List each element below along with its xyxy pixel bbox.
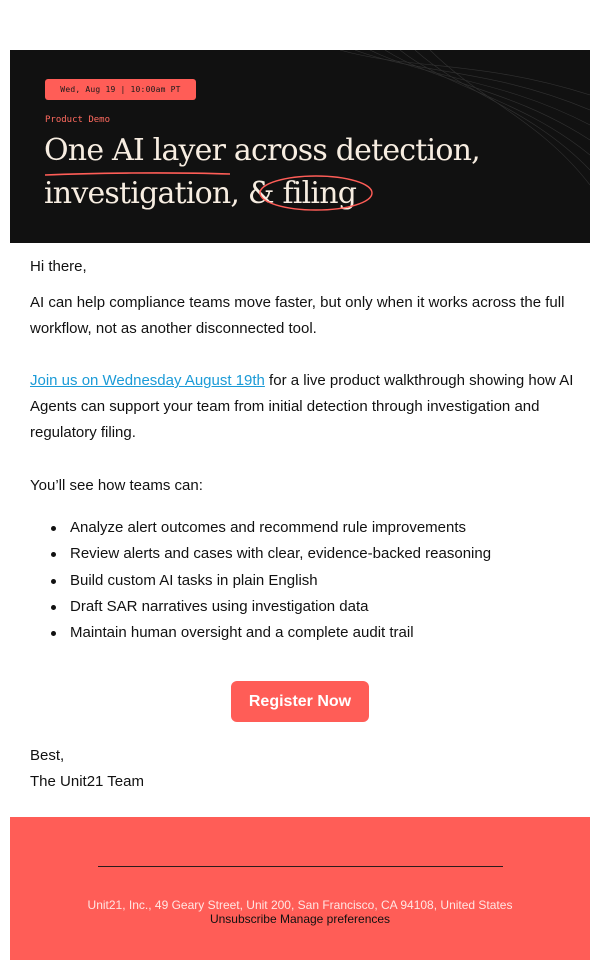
list-item: Maintain human oversight and a complete audit trail — [30, 620, 575, 646]
intro-paragraph: AI can help compliance teams move faster, but only when it works across the full workflow, not as another disconnected tool. — [30, 294, 565, 337]
eyebrow-label: Product Demo — [45, 115, 111, 125]
unsubscribe-link[interactable]: Unsubscribe — [209, 912, 277, 926]
headline-line-1: One AI layer across detection, — [44, 133, 480, 168]
join-paragraph-text: for a live product walkthrough showing how AI Agents can support your team from initial detection through investigation and regulatory filing. — [30, 372, 574, 441]
footer-address: Unit21, Inc., 49 Geary Street, Unit 200, San Francisco, CA 94108, United States — [87, 898, 513, 912]
register-now-button[interactable]: Register Now — [231, 681, 369, 722]
footer-links — [10, 912, 590, 926]
list-item: Build custom AI tasks in plain English — [30, 568, 575, 594]
feature-list — [30, 515, 575, 646]
lead-in: You’ll see how teams can: — [30, 477, 203, 494]
signature: The Unit21 Team — [30, 773, 144, 790]
list-item: Review alerts and cases with clear, evidence-backed reasoning — [30, 541, 575, 567]
footer — [10, 817, 590, 960]
list-item: Analyze alert outcomes and recommend rule improvements — [30, 515, 575, 541]
signoff: Best, — [30, 747, 65, 764]
join-paragraph — [30, 368, 575, 446]
footer-divider — [98, 866, 503, 867]
join-link[interactable]: Join us on Wednesday August 19th — [30, 372, 265, 389]
event-date-badge: Wed, Aug 19 | 10:00am PT — [45, 79, 196, 100]
hero-headline — [44, 129, 574, 215]
hero-banner — [10, 50, 590, 243]
manage-preferences-link[interactable]: Manage preferences — [279, 912, 391, 926]
list-item: Draft SAR narratives using investigation data — [30, 594, 575, 620]
headline-line-2: investigation, & filing — [44, 176, 357, 211]
greeting: Hi there, — [30, 258, 87, 275]
